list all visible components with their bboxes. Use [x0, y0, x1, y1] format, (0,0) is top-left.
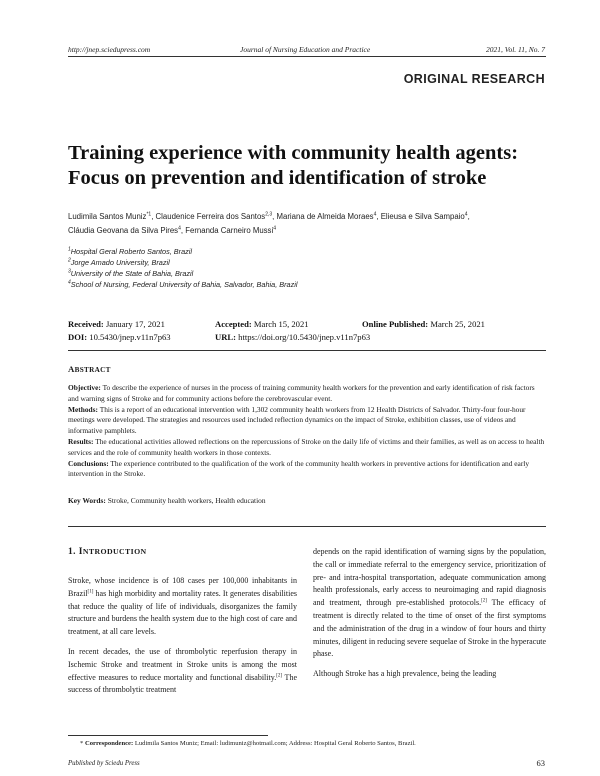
intro-heading-initial: I — [78, 547, 83, 557]
page-number: 63 — [536, 758, 545, 768]
objective-text: To describe the experience of nurses in the process of training community health workers for the prevention and early identification of risk factors and warning signs of Stroke and for community actions before the cerebrovascular event. — [68, 383, 535, 403]
author: Ludimila Santos Muniz — [68, 212, 147, 221]
footer-publisher: Published by Sciedu Press — [68, 760, 140, 767]
abstract-heading-rest: BSTRACT — [74, 366, 111, 374]
received-label: Received: — [68, 319, 104, 329]
footnote-rule — [68, 735, 268, 736]
abstract-body — [68, 383, 546, 480]
meta-rule — [68, 350, 546, 351]
intro-number: 1. — [68, 547, 76, 557]
keywords-text: Stroke, Community health workers, Health education — [107, 496, 266, 505]
footnote-mark: * — [80, 740, 84, 747]
footnote-label: Correspondence: — [84, 740, 134, 747]
paragraph-text: depends on the rapid identification of warning signs by the population, the call or immediate referral to the emergency service, prioritization of pre- and intra-hospital transportation, adequate communication among health professionals, early access to neuroimaging and rapid diagnosis and treatment, through pre-established protocols. — [313, 547, 546, 608]
published-value: March 25, 2021 — [430, 319, 485, 329]
accepted-date — [215, 318, 309, 331]
title-line-2: Focus on prevention and identification of stroke — [68, 167, 487, 189]
affiliation-num: 1 — [68, 246, 71, 253]
affiliation-text: University of the State of Bahia, Brazil — [70, 269, 194, 278]
author-sup: 4 — [373, 211, 377, 218]
author-sup: 4 — [273, 225, 276, 232]
header-volume: 2021, Vol. 11, No. 7 — [485, 45, 545, 54]
paragraph — [313, 668, 546, 681]
conclusions-text: The experience contributed to the qualification of the work of the community health workers in preventive actions for identification and early intervention in the Stroke. — [68, 458, 530, 479]
affiliation — [68, 279, 298, 290]
abstract-objective — [68, 383, 546, 405]
header-url[interactable]: http://jnep.sciedupress.com — [68, 45, 151, 54]
header-journal: Journal of Nursing Education and Practice — [240, 45, 371, 54]
correspondence-footnote — [80, 740, 416, 747]
citation[interactable]: [2] — [481, 598, 487, 604]
url-link[interactable]: https://doi.org/10.5430/jnep.v11n7p63 — [238, 332, 371, 342]
paragraph-text: The success of thrombolytic treatment — [68, 672, 297, 695]
paper-title — [68, 141, 548, 191]
paragraph — [68, 575, 297, 639]
paragraph-text: The efficacy of treatment is directly related to the time of onset of the first symptoms and the administration of the drug in a window of four hours and thirty minutes, diligent in reducing severe sequelae of Stroke in the hyperacute phase. — [313, 598, 546, 659]
abstract-heading-initial: A — [68, 364, 75, 374]
abstract-conclusions — [68, 459, 546, 481]
section-label: ORIGINAL RESEARCH — [403, 72, 545, 86]
received-value: January 17, 2021 — [105, 319, 165, 329]
author-sup: 4 — [178, 225, 181, 232]
intro-heading — [68, 547, 147, 557]
intro-column-left — [68, 575, 297, 704]
affiliation — [68, 268, 193, 279]
methods-text: This is a report of an educational intervention with 1,302 community health workers from 12 Health Districts of Salvador. Thirty-four four-hour meetings were developed. The strategies and resources used included reflection dynamics on the impact of Stroke, exhibition classes, use of videos and informative pamphlets. — [68, 404, 526, 436]
author: Mariana de Almeida Moraes — [276, 212, 374, 221]
affiliation-num: 3 — [68, 268, 71, 275]
author: Claudenice Ferreira dos Santos — [155, 212, 266, 221]
paragraph-text: Stroke, whose incidence is of 108 cases per 100,000 inhabitants in Brazil — [68, 576, 297, 598]
doi-label: DOI: — [68, 332, 88, 342]
header-rule — [68, 56, 546, 57]
accepted-label: Accepted: — [215, 319, 252, 329]
paragraph-text: In recent decades, the use of thrombolytic reperfusion therapy in Ischemic Stroke and treatment in Stroke units is among the most effective measures to reduce mortality and functional disability. — [68, 646, 297, 682]
author: Elieusa e Silva Sampaio — [380, 212, 465, 221]
footnote-text: Ludimila Santos Muniz; Email: ludimuniz@hotmail.com; Address: Hospital Geral Roberto Santos, Brazil. — [134, 740, 416, 747]
paragraph-text: has high morbidity and mortality rates. It generates disabilities that reduce the quality of life of individuals, disorganizes the family structure and burdens the health system due to the high cost of care and treatment, at all care levels. — [68, 588, 297, 637]
author-list: Ludimila Santos Muniz$^{*1}$, Claudenice Ferreira dos Santos$^{2,3}$, Mariana de Almeida Moraes$^4$, Elieusa e Silva Sampaio$^4$, Cláudia Geovana da Silva Pires$^4$, Fernanda Carneiro Mussi$^4$ — [68, 211, 470, 235]
results-label: Results: — [68, 436, 94, 446]
published-date — [362, 318, 485, 331]
paragraph — [68, 646, 297, 697]
affiliation-text: School of Nursing, Federal University of Bahia, Salvador, Bahia, Brazil — [70, 280, 298, 289]
author: Cláudia Geovana da Silva Pires — [68, 226, 179, 235]
keywords — [68, 496, 546, 505]
author-sup: 2,3 — [265, 211, 273, 218]
received-date — [68, 318, 165, 331]
citation[interactable]: [2] — [276, 672, 283, 678]
doi — [68, 331, 171, 344]
results-text: The educational activities allowed reflections on the repercussions of Stroke on the daily life of victims and their families, as well as on access to health services and the role of community health workers in those contexts. — [68, 436, 545, 457]
paragraph — [313, 546, 546, 661]
paragraph-text: Although Stroke has a high prevalence, being the leading — [313, 669, 497, 679]
intro-heading-rest: NTRODUCTION — [82, 547, 147, 556]
intro-column-right — [313, 546, 546, 688]
accepted-value: March 15, 2021 — [253, 319, 309, 329]
citation[interactable]: [1] — [87, 589, 94, 595]
abstract-methods — [68, 405, 546, 437]
doi-url — [215, 331, 370, 344]
title-line-1: Training experience with community health agents: — [68, 142, 519, 164]
doi-value[interactable]: 10.5430/jnep.v11n7p63 — [89, 332, 171, 342]
affiliation-text: Jorge Amado University, Brazil — [70, 258, 170, 267]
affiliation-num: 2 — [68, 257, 71, 264]
objective-label: Objective: — [68, 383, 101, 392]
url-label: URL: — [215, 332, 237, 342]
affiliation — [68, 246, 192, 257]
conclusions-label: Conclusions: — [68, 458, 109, 468]
affiliation — [68, 257, 170, 268]
abstract-rule — [68, 526, 546, 527]
affiliation-num: 4 — [68, 279, 71, 286]
author: Fernanda Carneiro Mussi — [185, 226, 274, 235]
author-sup: *1 — [146, 211, 152, 218]
author-sup: 4 — [464, 211, 468, 218]
methods-label: Methods: — [68, 404, 98, 414]
affiliation-text: Hospital Geral Roberto Santos, Brazil — [70, 247, 193, 256]
keywords-label: Key Words: — [68, 496, 106, 505]
abstract-results — [68, 437, 546, 459]
abstract-heading — [68, 364, 111, 374]
published-label: Online Published: — [362, 319, 429, 329]
